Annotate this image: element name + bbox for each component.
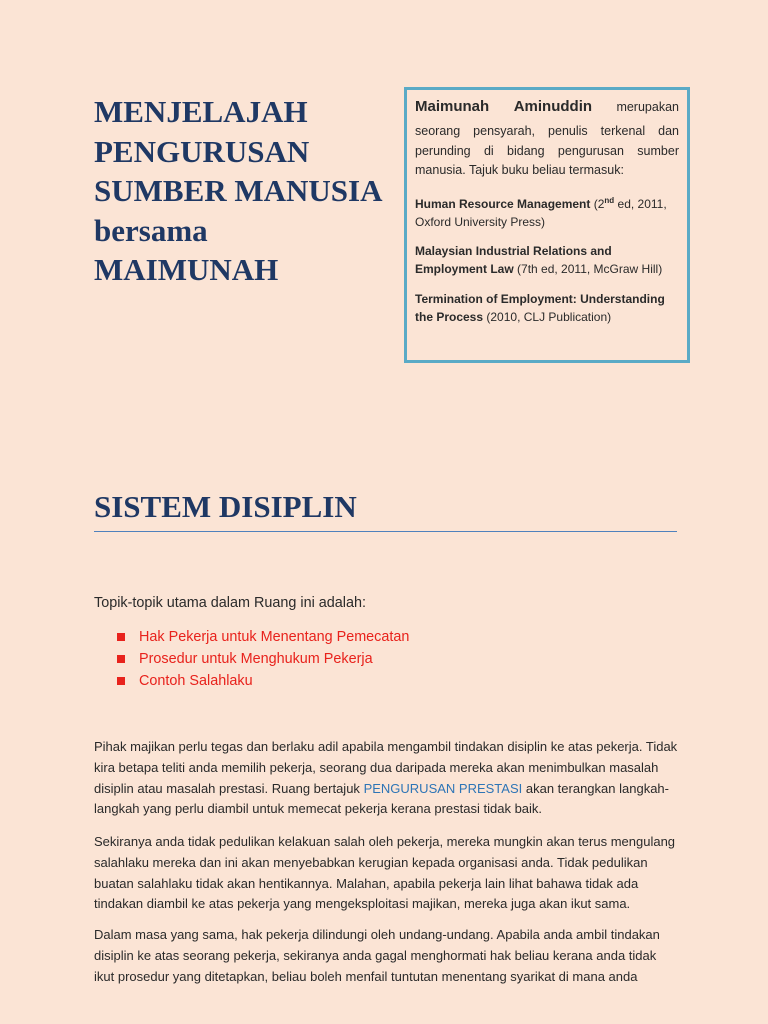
paragraph-line: salahlaku mereka dan ini akan menyebabkan kerugian kepada organisasi anda. Tidak pedulikan <box>94 854 648 870</box>
pengurusan-prestasi-link[interactable]: PENGURUSAN PRESTASI <box>363 780 523 796</box>
topics-list <box>94 626 409 692</box>
book-title: Human Resource Management <box>415 197 591 211</box>
topic-label: Prosedur untuk Menghukum Pekerja <box>139 651 373 667</box>
book-entry <box>415 195 679 231</box>
paragraph-line: langkah yang perlu diambil untuk memecat pekerja kerana prestasi tidak baik. <box>94 801 543 817</box>
book-title: Termination of Employment: Understanding <box>415 292 665 306</box>
paragraph-line: tindakan diambil ke atas pekerja yang mengeksploitasi majikan, mereka juga akan ikut sama. <box>94 896 631 912</box>
paragraph-text: disiplin atau masalah prestasi. Ruang bertajuk <box>94 780 360 796</box>
section-divider <box>94 531 677 532</box>
topic-label: Contoh Salahlaku <box>139 673 253 689</box>
topics-intro: Topik-topik utama dalam Ruang ini adalah: <box>94 595 366 611</box>
book-citation: (2010, CLJ Publication) <box>486 310 612 324</box>
title-line: bersama <box>94 212 208 248</box>
book-edition: (2 <box>593 197 605 211</box>
paragraph-line <box>94 779 677 800</box>
paragraph-line: kira betapa teliti anda memilih pekerja, seorang dua daripada mereka akan menimbulkan masalah <box>94 759 659 775</box>
paragraph-line: disiplin ke atas seorang pekerja, sekiranya anda gagal menghormati hak beliau kerana anda tidak <box>94 947 657 963</box>
author-intro-line <box>415 95 679 119</box>
book-line <box>415 195 679 213</box>
topic-item <box>94 648 409 670</box>
section-heading: SISTEM DISIPLIN <box>94 489 357 524</box>
book-line <box>415 213 679 231</box>
book-entry <box>415 290 679 326</box>
body-paragraph <box>94 832 675 915</box>
book-line <box>415 242 679 260</box>
book-citation: Oxford University Press) <box>415 215 546 229</box>
title-line: SUMBER MANUSIA <box>94 173 383 208</box>
document-title <box>94 92 383 290</box>
edition-ordinal-suffix: nd <box>604 196 615 205</box>
book-line <box>415 260 679 278</box>
author-name: Maimunah Aminuddin <box>415 98 593 115</box>
book-title: the Process <box>415 310 484 324</box>
body-paragraph <box>94 737 677 820</box>
author-intro-line: manusia. Tajuk buku beliau termasuk: <box>415 163 624 177</box>
book-citation: (7th ed, 2011, McGraw Hill) <box>517 262 663 276</box>
author-intro-text: merupakan <box>616 100 679 114</box>
book-line <box>415 290 679 308</box>
paragraph-line: buatan salahlaku tidak akan hentikannya. Malahan, apabila pekerja lain lihat bahawa tidak ada <box>94 875 639 891</box>
topic-item <box>94 626 409 648</box>
body-paragraph <box>94 925 660 987</box>
topic-item <box>94 670 409 692</box>
title-line: MENJELAJAH <box>94 94 308 129</box>
book-line <box>415 308 679 326</box>
book-citation: ed, 2011, <box>617 197 667 211</box>
topic-label: Hak Pekerja untuk Menentang Pemecatan <box>139 629 410 645</box>
book-title: Employment Law <box>415 262 514 276</box>
paragraph-line: Pihak majikan perlu tegas dan berlaku adil apabila mengambil tindakan disiplin ke atas pekerja. Tidak <box>94 739 678 754</box>
square-bullet-icon <box>117 677 125 685</box>
book-entry <box>415 242 679 278</box>
author-intro-line: perunding di bidang pengurusan sumber <box>415 143 679 158</box>
paragraph-line: ikut prosedur yang ditetapkan, beliau boleh menfail tuntutan menentang syarikat di mana anda <box>94 968 638 984</box>
square-bullet-icon <box>117 633 125 641</box>
square-bullet-icon <box>117 655 125 663</box>
title-line: MAIMUNAH <box>94 252 279 287</box>
book-title: Malaysian Industrial Relations and <box>415 244 612 258</box>
author-intro-line: seorang pensyarah, penulis terkenal dan <box>415 124 679 138</box>
paragraph-text: akan terangkan langkah- <box>525 780 669 796</box>
title-line: PENGURUSAN <box>94 133 310 169</box>
paragraph-line: Dalam masa yang sama, hak pekerja dilindungi oleh undang-undang. Apabila anda ambil tindakan <box>94 927 660 942</box>
author-info-box <box>404 87 690 363</box>
paragraph-line: Sekiranya anda tidak pedulikan kelakuan salah oleh pekerja, mereka mungkin akan terus mengulang <box>94 834 676 849</box>
